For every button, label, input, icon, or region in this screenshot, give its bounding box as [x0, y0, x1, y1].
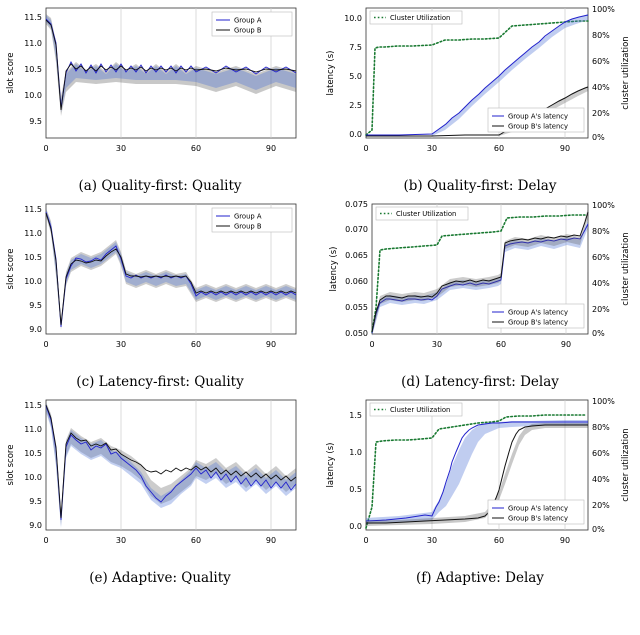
svg-text:0%: 0% — [592, 133, 605, 142]
svg-text:Group A's latency: Group A's latency — [508, 112, 569, 121]
panel-e-svg — [0, 392, 320, 560]
panel-b-plot — [320, 0, 640, 168]
svg-text:9.5: 9.5 — [29, 301, 42, 310]
svg-text:30: 30 — [426, 144, 438, 153]
svg-text:slot score: slot score — [6, 248, 16, 290]
svg-text:90: 90 — [265, 144, 277, 153]
svg-text:90: 90 — [265, 536, 277, 545]
svg-text:0.075: 0.075 — [345, 200, 368, 209]
svg-text:20%: 20% — [592, 305, 610, 314]
svg-text:cluster utilization: cluster utilization — [621, 232, 631, 306]
figure-row-3 — [0, 392, 640, 588]
panel-d-svg — [320, 196, 640, 364]
svg-text:60: 60 — [190, 144, 202, 153]
svg-text:0.055: 0.055 — [345, 303, 368, 312]
svg-text:10.0: 10.0 — [344, 14, 362, 23]
svg-text:0.0: 0.0 — [349, 522, 362, 531]
svg-text:10.0: 10.0 — [24, 277, 42, 286]
panel-f — [320, 392, 640, 588]
svg-text:0: 0 — [363, 144, 369, 153]
svg-text:30: 30 — [426, 536, 438, 545]
svg-text:9.0: 9.0 — [29, 521, 42, 530]
panel-e-plot — [0, 392, 320, 560]
svg-text:30: 30 — [115, 144, 127, 153]
svg-text:90: 90 — [559, 536, 571, 545]
svg-text:20%: 20% — [592, 501, 610, 510]
panel-c-plot — [0, 196, 320, 364]
svg-text:90: 90 — [265, 340, 277, 349]
svg-text:Group B: Group B — [234, 26, 262, 35]
panel-f-caption: (f) Adaptive: Delay — [416, 570, 544, 586]
svg-text:latency (s): latency (s) — [326, 442, 336, 488]
svg-text:latency (s): latency (s) — [326, 50, 336, 96]
panel-d-plot — [320, 196, 640, 364]
svg-text:cluster utilization: cluster utilization — [621, 36, 631, 110]
svg-text:60%: 60% — [592, 449, 610, 458]
svg-text:5.0: 5.0 — [349, 72, 362, 81]
svg-text:60: 60 — [190, 536, 202, 545]
svg-text:2.5: 2.5 — [349, 101, 362, 110]
panel-f-svg — [320, 392, 640, 560]
svg-text:Group B's latency: Group B's latency — [508, 318, 569, 327]
svg-text:0.065: 0.065 — [345, 251, 368, 260]
svg-text:11.0: 11.0 — [24, 229, 42, 238]
svg-text:10.5: 10.5 — [24, 449, 42, 458]
panel-a-plot — [0, 0, 320, 168]
svg-text:0: 0 — [363, 536, 369, 545]
svg-text:60%: 60% — [592, 253, 610, 262]
svg-text:0: 0 — [43, 144, 49, 153]
svg-text:slot score: slot score — [6, 444, 16, 486]
svg-text:30: 30 — [431, 340, 443, 349]
svg-text:40%: 40% — [592, 279, 610, 288]
panel-a — [0, 0, 320, 196]
panel-c-svg — [0, 196, 320, 364]
svg-text:cluster utilization: cluster utilization — [621, 428, 631, 502]
svg-text:Group B's latency: Group B's latency — [508, 514, 569, 523]
panel-b-caption: (b) Quality-first: Delay — [403, 178, 557, 194]
figure-row-1 — [0, 0, 640, 196]
panel-b — [320, 0, 640, 196]
svg-text:80%: 80% — [592, 423, 610, 432]
svg-text:40%: 40% — [592, 475, 610, 484]
svg-text:latency (s): latency (s) — [329, 246, 339, 292]
svg-text:10.5: 10.5 — [24, 253, 42, 262]
panel-e-caption: (e) Adaptive: Quality — [89, 570, 231, 586]
svg-text:Group B: Group B — [234, 222, 262, 231]
panel-c — [0, 196, 320, 392]
panel-d — [320, 196, 640, 392]
svg-text:0%: 0% — [592, 525, 605, 534]
svg-text:0.0: 0.0 — [349, 130, 362, 139]
svg-text:20%: 20% — [592, 109, 610, 118]
figure-row-2 — [0, 196, 640, 392]
svg-text:0%: 0% — [592, 329, 605, 338]
svg-text:1.5: 1.5 — [349, 411, 362, 420]
svg-text:9.5: 9.5 — [29, 117, 42, 126]
svg-text:Group A's latency: Group A's latency — [508, 504, 569, 513]
svg-text:11.0: 11.0 — [24, 425, 42, 434]
svg-text:30: 30 — [115, 536, 127, 545]
svg-text:7.5: 7.5 — [349, 43, 362, 52]
svg-text:0.5: 0.5 — [349, 485, 362, 494]
svg-text:10.0: 10.0 — [24, 91, 42, 100]
svg-text:100%: 100% — [592, 5, 615, 14]
svg-text:0: 0 — [43, 340, 49, 349]
svg-text:Group A: Group A — [234, 16, 262, 25]
svg-text:60: 60 — [190, 340, 202, 349]
svg-text:11.5: 11.5 — [24, 13, 42, 22]
svg-text:0.060: 0.060 — [345, 277, 368, 286]
panel-c-caption: (c) Latency-first: Quality — [76, 374, 244, 390]
svg-text:Group B's latency: Group B's latency — [508, 122, 569, 131]
svg-text:9.5: 9.5 — [29, 497, 42, 506]
svg-text:Cluster Utilization: Cluster Utilization — [390, 406, 451, 414]
svg-text:90: 90 — [559, 144, 571, 153]
panel-d-caption: (d) Latency-first: Delay — [401, 374, 559, 390]
svg-text:11.5: 11.5 — [24, 401, 42, 410]
svg-text:11.0: 11.0 — [24, 39, 42, 48]
svg-text:90: 90 — [560, 340, 572, 349]
svg-text:60%: 60% — [592, 57, 610, 66]
svg-text:0.070: 0.070 — [345, 225, 368, 234]
svg-text:Cluster Utilization: Cluster Utilization — [390, 14, 451, 22]
svg-text:0: 0 — [43, 536, 49, 545]
panel-a-caption: (a) Quality-first: Quality — [78, 178, 242, 194]
svg-text:10.5: 10.5 — [24, 65, 42, 74]
svg-text:60: 60 — [495, 340, 507, 349]
svg-text:11.5: 11.5 — [24, 205, 42, 214]
svg-text:1.0: 1.0 — [349, 448, 362, 457]
svg-text:100%: 100% — [592, 397, 615, 406]
panel-a-svg — [0, 0, 320, 168]
svg-text:60: 60 — [493, 144, 505, 153]
svg-text:10.0: 10.0 — [24, 473, 42, 482]
svg-text:80%: 80% — [592, 31, 610, 40]
svg-text:100%: 100% — [592, 201, 615, 210]
panel-f-plot — [320, 392, 640, 560]
svg-text:Group A: Group A — [234, 212, 262, 221]
svg-text:40%: 40% — [592, 83, 610, 92]
panel-e — [0, 392, 320, 588]
svg-text:Cluster Utilization: Cluster Utilization — [396, 210, 457, 218]
panel-b-svg — [320, 0, 640, 168]
svg-text:30: 30 — [115, 340, 127, 349]
svg-text:9.0: 9.0 — [29, 325, 42, 334]
svg-text:0: 0 — [369, 340, 375, 349]
svg-text:Group A's latency: Group A's latency — [508, 308, 569, 317]
svg-text:60: 60 — [493, 536, 505, 545]
svg-text:slot score: slot score — [6, 52, 16, 94]
svg-text:0.050: 0.050 — [345, 329, 368, 338]
svg-text:80%: 80% — [592, 227, 610, 236]
